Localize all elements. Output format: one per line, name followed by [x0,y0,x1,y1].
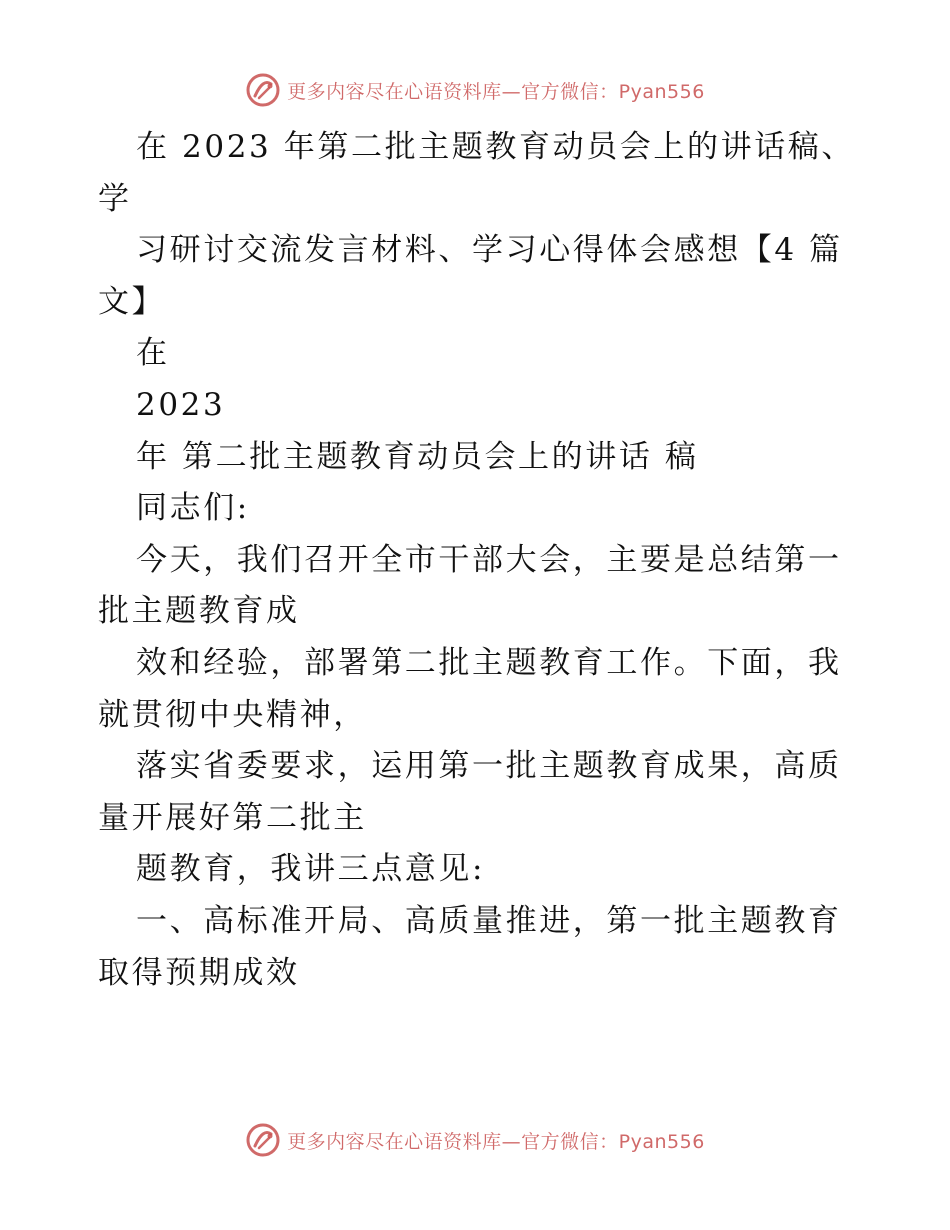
text-line: 学 [98,180,132,217]
watermark-footer [0,1120,950,1160]
text-line: 在 2023 年第二批主题教育动员会上的讲话稿、 [136,129,855,165]
seal-logo-icon [245,1122,281,1158]
text-line: 取得预期成效 [98,954,300,991]
text-line: 落实省委要求，运用第一批主题教育成果，高质 [136,748,842,785]
text-line: 2023 [136,386,226,423]
seal-logo-icon [245,72,281,108]
watermark-text: 更多内容尽在心语资料库—官方微信：Pyan556 [287,1130,705,1153]
watermark-header [0,70,950,110]
text-line: 效和经验，部署第二批主题教育工作。下面，我 [136,644,842,681]
text-line: 今天，我们召开全市干部大会，主要是总结第一 [136,541,842,578]
text-line: 年 第二批主题教育动员会上的讲话 稿 [136,438,699,475]
text-line: 一、高标准开局、高质量推进，第一批主题教育 [136,902,842,939]
text-line: 量开展好第二批主 [98,799,367,836]
text-line: 就贯彻中央精神， [98,696,367,733]
text-line: 批主题教育成 [98,593,300,630]
text-line: 文】 [98,283,166,320]
text-line: 同志们: [136,490,250,527]
text-line: 题教育，我讲三点意见: [136,851,486,888]
watermark-text: 更多内容尽在心语资料库—官方微信：Pyan556 [287,80,705,103]
text-line: 在 [136,335,170,372]
text-line: 习研讨交流发言材料、学习心得体会感想【4 篇 [136,232,843,269]
document-body [98,122,858,999]
